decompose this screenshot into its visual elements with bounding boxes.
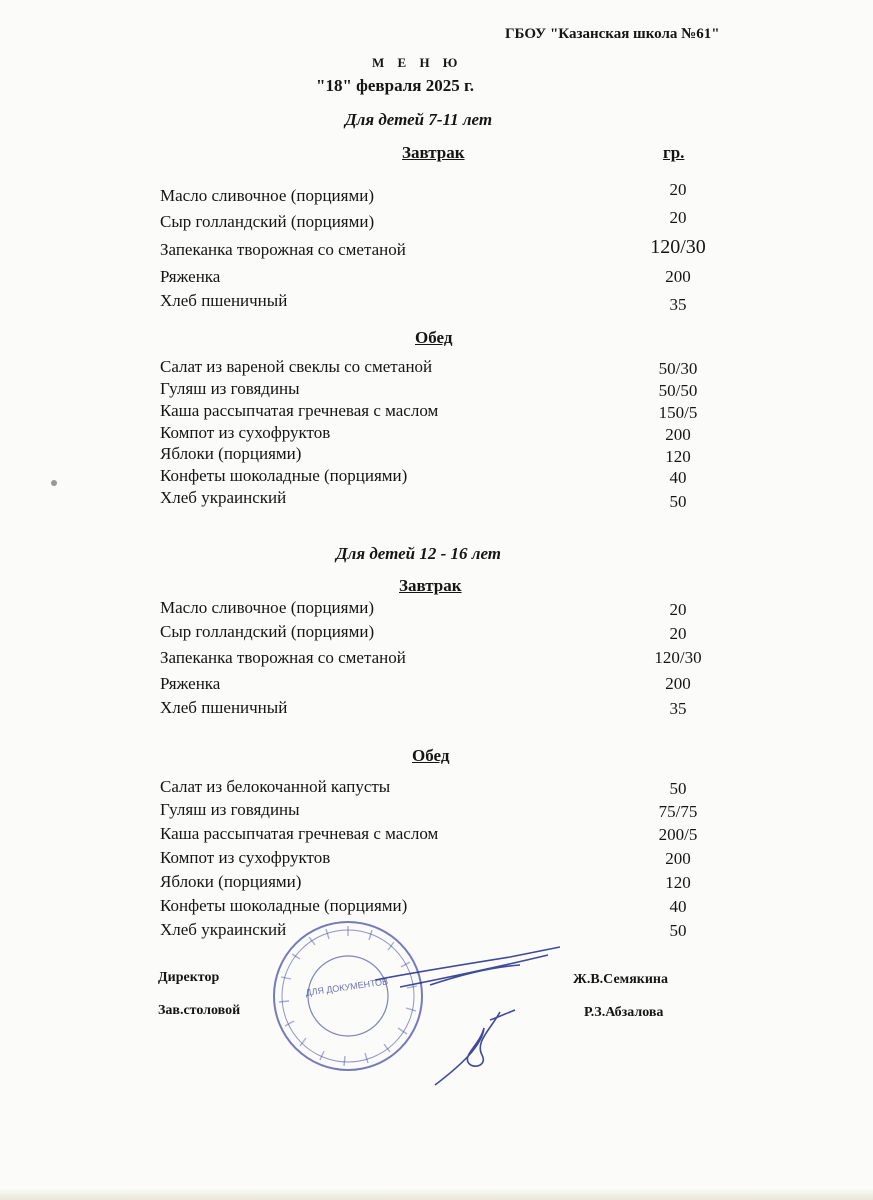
group2-breakfast-item-2: Сыр голландский (порциями) — [160, 622, 375, 641]
group2-breakfast-qty-5: 35 — [669, 699, 687, 718]
group2-lunch-qty-2: 75/75 — [658, 802, 698, 821]
group2-lunch-item-3: Каша рассыпчатая гречневая с маслом — [160, 824, 439, 843]
group2-lunch-qty-3: 200/5 — [658, 825, 698, 844]
group1-lunch-qty-1: 50/30 — [658, 359, 698, 378]
group2-lunch-item-1: Салат из белокочанной капусты — [160, 777, 391, 796]
group1-breakfast-item-1: Масло сливочное (порциями) — [160, 186, 374, 205]
director-name: Ж.В.Семякина — [573, 972, 668, 987]
group1-breakfast-heading: Завтрак — [402, 143, 465, 162]
group2-lunch-qty-4: 200 — [665, 849, 691, 868]
group1-lunch-qty-2: 50/50 — [658, 381, 698, 400]
menu-date: "18" февраля 2025 г. — [316, 76, 475, 95]
group2-title: Для детей 12 - 16 лет — [336, 544, 502, 563]
group1-breakfast-item-5: Хлеб пшеничный — [160, 291, 288, 310]
group1-lunch-item-7: Хлеб украинский — [160, 488, 287, 507]
group1-breakfast-qty-5: 35 — [669, 295, 687, 314]
canteen-name: Р.З.Абзалова — [584, 1005, 664, 1020]
menu-title: М Е Н Ю — [372, 55, 463, 70]
group2-lunch-item-4: Компот из сухофруктов — [160, 848, 331, 867]
group2-breakfast-qty-3: 120/30 — [654, 648, 702, 667]
group1-lunch-heading: Обед — [415, 328, 453, 347]
group2-breakfast-heading: Завтрак — [399, 576, 462, 595]
group1-lunch-item-2: Гуляш из говядины — [160, 379, 300, 398]
stamp-center-text: ДЛЯ ДОКУМЕНТОВ — [304, 976, 389, 998]
group2-lunch-qty-1: 50 — [669, 779, 687, 798]
unit-heading: гр. — [663, 143, 685, 162]
group2-breakfast-qty-2: 20 — [669, 624, 687, 643]
group2-lunch-item-5: Яблоки (порциями) — [160, 872, 302, 891]
group2-lunch-qty-6: 40 — [669, 897, 687, 916]
group2-lunch-heading: Обед — [412, 746, 450, 765]
group1-lunch-qty-5: 120 — [665, 447, 691, 466]
group1-lunch-item-3: Каша рассыпчатая гречневая с маслом — [160, 401, 439, 420]
group2-lunch-item-7: Хлеб украинский — [160, 920, 287, 939]
canteen-signature — [420, 1000, 540, 1095]
group1-breakfast-qty-3: 120/30 — [650, 236, 706, 258]
group1-breakfast-qty-1: 20 — [669, 180, 687, 199]
group2-lunch-qty-5: 120 — [665, 873, 691, 892]
group1-breakfast-item-4: Ряженка — [160, 267, 221, 286]
director-role: Директор — [158, 970, 220, 985]
group1-lunch-item-4: Компот из сухофруктов — [160, 423, 331, 442]
group1-title: Для детей 7-11 лет — [345, 110, 493, 129]
group1-breakfast-qty-2: 20 — [669, 208, 687, 227]
group1-lunch-qty-3: 150/5 — [658, 403, 698, 422]
group2-lunch-item-2: Гуляш из говядины — [160, 800, 300, 819]
school-name: ГБОУ "Казанская школа №61" — [505, 26, 720, 42]
group2-breakfast-item-3: Запеканка творожная со сметаной — [160, 648, 406, 667]
group2-breakfast-item-4: Ряженка — [160, 674, 221, 693]
group2-breakfast-qty-4: 200 — [665, 674, 691, 693]
scan-speck — [51, 480, 57, 486]
group1-breakfast-item-3: Запеканка творожная со сметаной — [160, 240, 406, 259]
group1-breakfast-item-2: Сыр голландский (порциями) — [160, 212, 375, 231]
scan-edge — [0, 1188, 873, 1200]
group1-breakfast-qty-4: 200 — [665, 267, 691, 286]
canteen-role: Зав.столовой — [158, 1003, 241, 1018]
group2-lunch-qty-7: 50 — [669, 921, 687, 940]
group1-lunch-qty-6: 40 — [669, 468, 687, 487]
group2-breakfast-item-1: Масло сливочное (порциями) — [160, 598, 374, 617]
group2-breakfast-qty-1: 20 — [669, 600, 687, 619]
group1-lunch-item-6: Конфеты шоколадные (порциями) — [160, 466, 408, 485]
group2-breakfast-item-5: Хлеб пшеничный — [160, 698, 288, 717]
group1-lunch-item-1: Салат из вареной свеклы со сметаной — [160, 357, 433, 376]
group1-lunch-item-5: Яблоки (порциями) — [160, 444, 302, 463]
group1-lunch-qty-4: 200 — [665, 425, 691, 444]
group1-lunch-qty-7: 50 — [669, 492, 687, 511]
group2-lunch-item-6: Конфеты шоколадные (порциями) — [160, 896, 408, 915]
